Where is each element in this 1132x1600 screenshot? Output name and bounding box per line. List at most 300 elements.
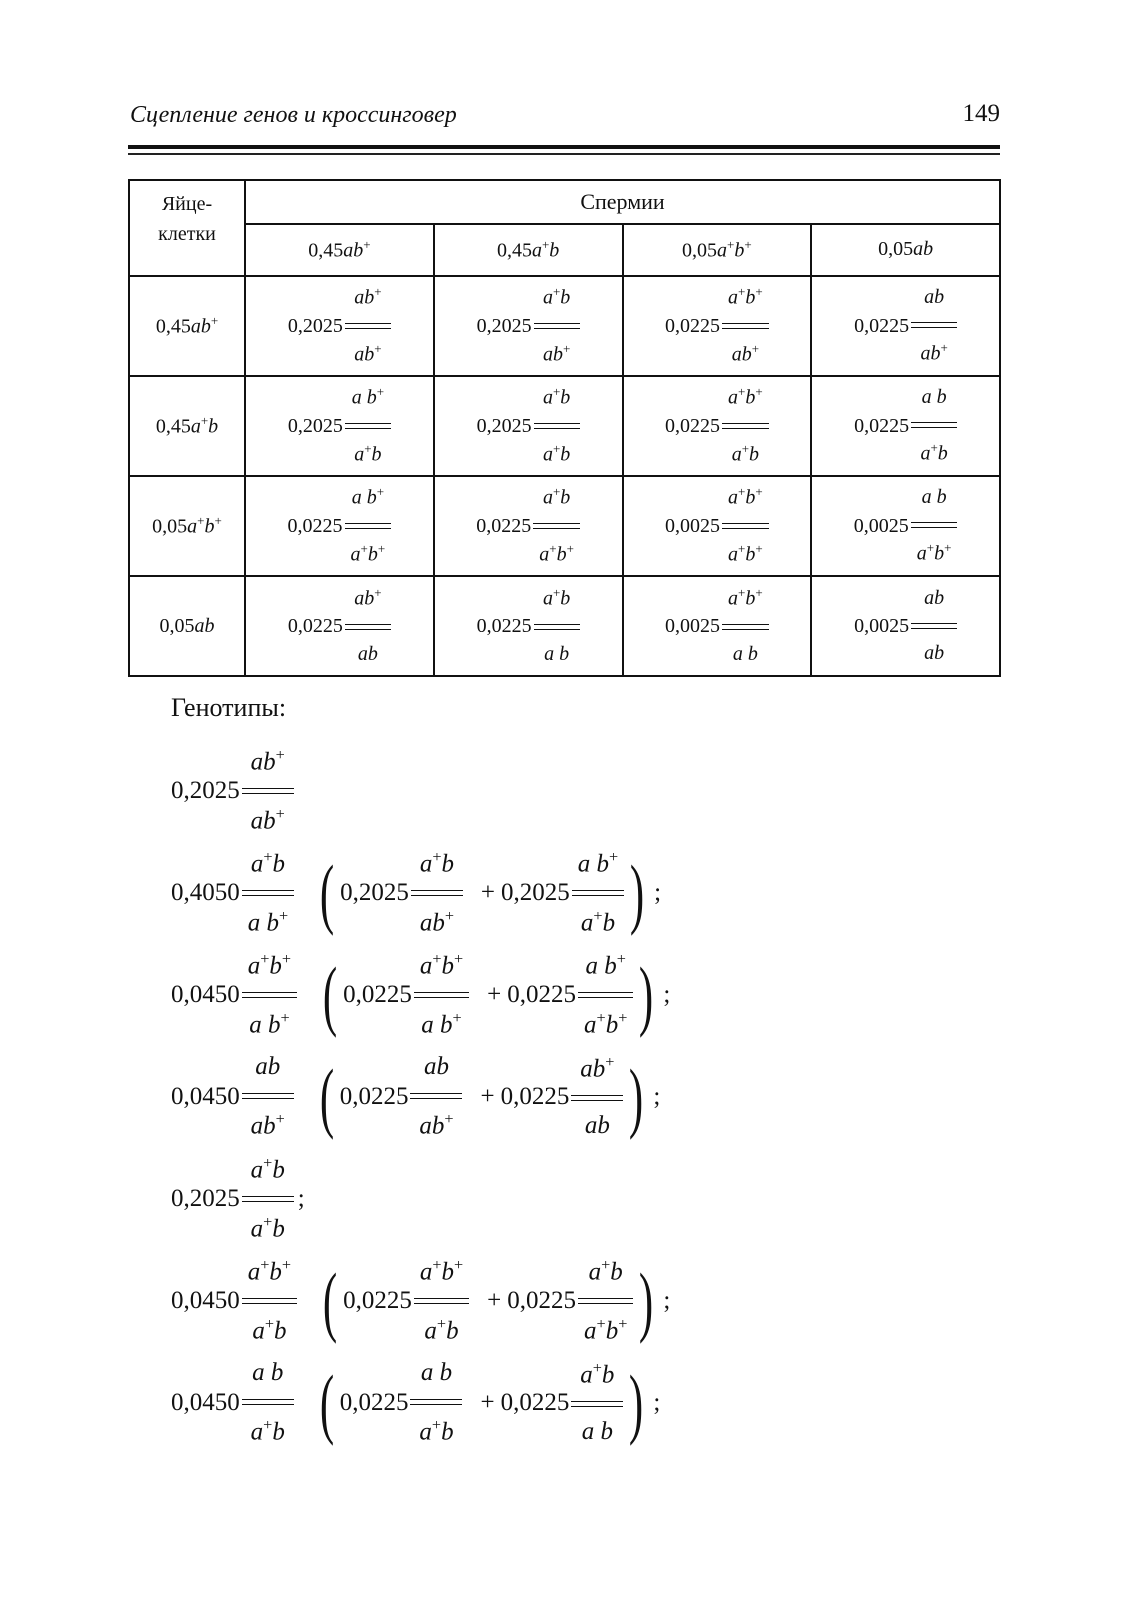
row-allele-superscript: + — [210, 313, 219, 329]
allele-letters: b — [610, 1258, 623, 1286]
punnett-row — [129, 476, 1000, 576]
genotype-line — [171, 1046, 971, 1148]
breakdown-term — [340, 1359, 463, 1447]
zygote — [665, 285, 769, 366]
numerator-genotype — [579, 950, 631, 981]
breakdown-term — [501, 1359, 624, 1447]
numerator-genotype — [722, 485, 769, 510]
zygote — [665, 385, 769, 466]
allele-letters: a — [580, 1361, 593, 1389]
column-coefficient: 0,05 — [682, 239, 718, 262]
zygote — [288, 586, 391, 666]
header-rule-thin — [128, 153, 1000, 155]
denominator-genotype — [537, 442, 576, 467]
zygote-fraction — [345, 485, 392, 566]
allele-superscript: + — [755, 585, 763, 601]
zygote-fraction — [534, 285, 580, 366]
sperm-label: Спермии — [580, 188, 665, 214]
allele-letters: b — [556, 543, 567, 566]
allele-letters: ab — [354, 287, 375, 309]
double-bar — [534, 323, 580, 329]
allele-letters: a — [252, 1317, 265, 1345]
numerator-genotype — [245, 746, 291, 777]
allele-superscript: + — [562, 341, 571, 356]
genotype — [171, 746, 294, 836]
double-bar — [242, 1196, 294, 1202]
allele-superscript: + — [376, 384, 385, 400]
denominator-genotype — [352, 643, 384, 666]
zygote — [854, 587, 957, 665]
numerator-genotype — [245, 848, 291, 879]
allele-letters: ab — [423, 1053, 449, 1081]
allele-superscript: + — [260, 949, 270, 968]
zygote-cell — [811, 476, 1000, 576]
allele-letters: b — [934, 542, 945, 565]
allele-superscript: + — [374, 284, 382, 300]
double-bar — [242, 992, 297, 998]
zygote-cell — [434, 376, 623, 476]
allele-letters: b — [560, 387, 571, 409]
zygote-fraction — [722, 285, 769, 366]
numerator-genotype — [537, 285, 576, 310]
row-allele-letters: ab — [194, 614, 215, 637]
double-bar — [722, 624, 769, 630]
genotype — [171, 1053, 294, 1141]
allele-letters: a b — [351, 387, 377, 409]
double-bar — [242, 1093, 294, 1099]
zygote-cell — [245, 576, 434, 676]
genotype — [171, 1154, 294, 1244]
breakdown-term — [501, 1053, 624, 1141]
zygote-cell — [434, 576, 623, 676]
breakdown-terms — [343, 950, 633, 1040]
denominator-genotype — [578, 1009, 633, 1040]
allele-letters: a — [419, 1418, 432, 1446]
close-paren: ) — [629, 1358, 644, 1446]
allele-letters: a — [354, 443, 365, 466]
breakdown-term-coefficient: 0,2025 — [340, 879, 409, 906]
column-coefficient: 0,45 — [308, 239, 344, 262]
allele-letters: a b — [544, 642, 570, 665]
allele-superscript: + — [549, 541, 557, 556]
allele-superscript: + — [444, 1109, 454, 1128]
allele-letters: b — [745, 487, 756, 509]
zygote-fraction — [911, 386, 957, 466]
allele-superscript: + — [552, 585, 561, 601]
double-bar — [411, 890, 463, 896]
allele-letters: a — [250, 850, 264, 878]
breakdown-term-coefficient: 0,0225 — [343, 1287, 412, 1314]
zygote — [477, 285, 580, 366]
zygote-fraction — [345, 285, 391, 366]
column-coefficient: 0,05 — [878, 238, 914, 261]
egg-row-header — [129, 376, 245, 476]
allele-letters: a — [588, 1258, 602, 1286]
allele-letters: b — [560, 487, 571, 509]
zygote-coefficient: 0,0225 — [476, 514, 532, 537]
column-allele-letters: ab — [343, 239, 364, 262]
allele-superscript: + — [279, 907, 289, 925]
allele-letters: a — [539, 543, 550, 566]
zygote-coefficient: 0,0225 — [287, 514, 343, 537]
allele-superscript: + — [592, 1359, 602, 1378]
allele-superscript: + — [926, 540, 935, 556]
numerator-genotype — [916, 486, 953, 509]
allele-superscript: + — [755, 284, 763, 300]
double-bar — [242, 1298, 297, 1304]
numerator-genotype — [537, 485, 576, 510]
allele-superscript: + — [618, 1009, 628, 1027]
denominator-genotype — [348, 442, 387, 467]
allele-letters: b — [272, 1215, 285, 1243]
double-bar — [534, 624, 580, 630]
double-bar — [410, 1093, 462, 1099]
row-allele-superscript: + — [197, 513, 205, 529]
double-bar — [242, 1399, 294, 1405]
numerator-genotype — [246, 1359, 289, 1388]
zygote-coefficient: 0,0225 — [287, 614, 343, 637]
allele-letters: a — [916, 542, 927, 565]
zygote-fraction — [345, 586, 391, 666]
allele-superscript: + — [755, 541, 763, 556]
allele-superscript: + — [738, 284, 746, 300]
genotype — [171, 950, 297, 1040]
numerator-genotype — [572, 848, 624, 879]
numerator-genotype — [574, 1053, 620, 1084]
zygote — [854, 386, 957, 466]
genotype — [171, 1359, 294, 1447]
allele-letters: ab — [731, 343, 752, 366]
allele-superscript: + — [596, 1009, 606, 1027]
zygote-coefficient: 0,0025 — [665, 514, 721, 537]
zygote-coefficient: 0,0225 — [476, 614, 532, 637]
zygote-coefficient: 0,2025 — [476, 314, 532, 337]
double-bar — [242, 890, 294, 896]
allele-superscript: + — [364, 441, 372, 456]
row-coefficient: 0,05 — [152, 515, 188, 538]
genotype-fraction — [242, 950, 297, 1040]
open-paren: ( — [319, 1052, 334, 1140]
denominator-genotype — [242, 907, 294, 938]
genotype-coefficient: 0,0450 — [171, 1287, 240, 1314]
open-paren: ( — [322, 1257, 338, 1344]
denominator-genotype — [726, 342, 765, 367]
numerator-genotype — [346, 385, 390, 410]
punnett-table — [128, 179, 1001, 677]
allele-superscript: + — [452, 1009, 462, 1027]
allele-superscript: + — [751, 341, 760, 356]
allele-letters: b — [269, 1258, 282, 1286]
genotype-coefficient: 0,0450 — [171, 1388, 240, 1416]
numerator-genotype — [722, 285, 769, 310]
allele-superscript: + — [930, 440, 938, 456]
plus-sign: + — [487, 981, 502, 1008]
breakdown-term-fraction — [572, 848, 624, 938]
allele-superscript: + — [264, 1315, 274, 1333]
column-allele-letters: a — [531, 239, 542, 262]
allele-letters: b — [745, 543, 756, 566]
allele-superscript: + — [281, 949, 292, 968]
breakdown-term-fraction — [578, 1256, 633, 1346]
breakdown-term-coefficient: 0,2025 — [501, 879, 570, 906]
double-bar — [578, 1298, 633, 1304]
allele-letters: a b — [921, 486, 947, 509]
breakdown-terms — [340, 1053, 624, 1141]
page-number: 149 — [962, 100, 1000, 127]
zygote-cell — [623, 576, 812, 676]
genotype-coefficient: 0,0450 — [171, 981, 240, 1008]
allele-letters: ab — [250, 748, 276, 776]
breakdown-term — [507, 1256, 633, 1346]
denominator-genotype — [722, 542, 769, 567]
punnett-row — [129, 276, 1000, 376]
zygote-fraction — [534, 586, 580, 666]
allele-letters: ab — [920, 342, 941, 365]
allele-letters: b — [272, 850, 286, 878]
numerator-genotype — [414, 950, 469, 981]
denominator-genotype — [579, 1112, 616, 1141]
double-bar — [911, 522, 958, 528]
sperm-column-header — [434, 224, 623, 276]
allele-letters: a — [350, 543, 361, 566]
breakdown-term-fraction — [578, 950, 633, 1040]
allele-superscript: + — [432, 847, 442, 866]
zygote-cell — [245, 376, 434, 476]
column-allele-letters: ab — [913, 238, 934, 261]
column-allele-superscript: + — [744, 236, 752, 252]
genotype — [171, 848, 294, 938]
zygote-fraction — [722, 586, 769, 666]
column-allele-superscript: + — [541, 236, 550, 252]
allele-letters: b — [749, 443, 760, 466]
genotype-line — [171, 944, 971, 1046]
breakdown-term-fraction — [410, 1359, 462, 1447]
egg-row-header — [129, 476, 245, 576]
denominator-genotype — [413, 1416, 459, 1447]
zygote-cell — [245, 476, 434, 576]
numerator-genotype — [537, 385, 576, 410]
allele-letters: a — [580, 909, 594, 937]
denominator-genotype — [245, 805, 291, 836]
breakdown-terms — [343, 1256, 633, 1346]
breakdown-term-coefficient: 0,0225 — [507, 1287, 577, 1314]
breakdown-term-fraction — [414, 950, 469, 1040]
allele-letters: b — [605, 1011, 619, 1039]
open-paren: ( — [320, 849, 335, 936]
allele-letters: b — [745, 587, 756, 610]
numerator-genotype — [346, 485, 390, 510]
sperm-column-header — [623, 224, 812, 276]
allele-letters: a — [424, 1317, 437, 1345]
genotype-coefficient: 0,2025 — [171, 777, 240, 804]
denominator-genotype — [575, 907, 621, 938]
allele-superscript: + — [374, 585, 382, 601]
denominator-genotype — [576, 1418, 619, 1447]
zygote-cell — [434, 276, 623, 376]
denominator-genotype — [914, 441, 953, 466]
zygote-fraction — [722, 385, 769, 466]
close-paren: ) — [639, 1257, 654, 1344]
allele-superscript: + — [593, 907, 603, 925]
denominator-genotype — [348, 342, 387, 367]
genotype-line — [171, 740, 971, 842]
allele-letters: ab — [419, 909, 445, 937]
allele-letters: b — [560, 587, 571, 610]
allele-letters: a — [542, 387, 553, 409]
breakdown-term-fraction — [411, 848, 463, 938]
open-paren: ( — [319, 1358, 334, 1446]
allele-letters: b — [441, 1258, 454, 1286]
column-coefficient: 0,45 — [496, 239, 532, 262]
allele-superscript: + — [432, 949, 442, 968]
allele-superscript: + — [552, 441, 561, 456]
breakdown-terms — [340, 848, 624, 938]
allele-letters: b — [272, 1156, 285, 1184]
zygote — [665, 485, 769, 566]
allele-superscript: + — [374, 341, 382, 356]
allele-letters: b — [441, 1418, 454, 1446]
zygote-coefficient: 0,2025 — [287, 414, 343, 437]
allele-letters: ab — [419, 1112, 445, 1140]
row-allele-letters: b — [208, 415, 219, 438]
allele-superscript: + — [552, 384, 561, 400]
semicolon: ; — [663, 1287, 671, 1314]
genotype-breakdown — [317, 1256, 659, 1346]
allele-superscript: + — [596, 1315, 606, 1333]
denominator-genotype — [245, 1416, 291, 1447]
allele-superscript: + — [940, 340, 948, 356]
double-bar — [345, 423, 391, 429]
genotype-line — [171, 1148, 971, 1250]
denominator-genotype — [726, 442, 765, 467]
row-allele-letters: b — [204, 515, 215, 538]
breakdown-term — [340, 1053, 463, 1141]
punnett-row — [129, 576, 1000, 676]
breakdown-term-fraction — [410, 1053, 462, 1141]
numerator-genotype — [348, 586, 387, 611]
double-bar — [534, 423, 580, 429]
genotype-list — [171, 740, 971, 1454]
semicolon: ; — [654, 879, 662, 906]
zygote-coefficient: 0,0025 — [665, 614, 721, 637]
allele-letters: b — [446, 1317, 459, 1345]
zygote-coefficient: 0,0025 — [853, 514, 909, 537]
numerator-genotype — [242, 1256, 297, 1287]
zygote-fraction — [533, 485, 580, 566]
allele-superscript: + — [263, 1213, 273, 1231]
allele-letters: a b — [252, 1359, 284, 1387]
allele-letters: a — [542, 587, 553, 610]
allele-letters: b — [745, 387, 756, 409]
breakdown-term — [501, 848, 624, 938]
allele-letters: a — [250, 1215, 264, 1243]
double-bar — [345, 523, 392, 529]
column-allele-superscript: + — [363, 236, 371, 252]
allele-letters: a b — [249, 1011, 281, 1039]
plus-sign: + — [480, 879, 496, 906]
breakdown-term-fraction — [571, 1053, 623, 1141]
double-bar — [571, 1401, 623, 1407]
double-bar — [578, 992, 633, 998]
allele-letters: a b — [585, 952, 617, 980]
allele-superscript: + — [738, 585, 746, 601]
double-bar — [911, 623, 957, 629]
zygote-coefficient: 0,0225 — [854, 414, 910, 437]
allele-letters: b — [371, 443, 382, 466]
semicolon: ; — [653, 1389, 661, 1416]
allele-superscript: + — [454, 949, 464, 968]
allele-letters: ab — [580, 1055, 606, 1083]
genotype-line — [171, 1352, 971, 1454]
plus-sign: + — [480, 1388, 495, 1416]
genotypes-heading: Генотипы: — [171, 693, 287, 722]
denominator-genotype — [245, 1213, 291, 1244]
denominator-genotype — [246, 1315, 292, 1346]
denominator-genotype — [533, 542, 580, 567]
column-allele-letters: b — [734, 239, 745, 262]
allele-letters: a b — [420, 1359, 453, 1387]
allele-superscript: + — [566, 541, 574, 556]
double-bar — [414, 992, 469, 998]
allele-superscript: + — [376, 484, 385, 500]
genotype-line — [171, 1250, 971, 1352]
allele-superscript: + — [263, 1415, 273, 1434]
denominator-genotype — [578, 1315, 633, 1346]
allele-letters: ab — [357, 642, 378, 665]
allele-letters: a — [728, 387, 739, 409]
allele-superscript: + — [263, 1153, 273, 1172]
genotype-coefficient: 0,2025 — [171, 1185, 240, 1212]
allele-superscript: + — [260, 1255, 270, 1274]
denominator-genotype — [538, 643, 575, 666]
semicolon: ; — [297, 1185, 305, 1212]
double-bar — [722, 323, 769, 329]
allele-letters: b — [745, 287, 756, 309]
numerator-genotype — [348, 285, 387, 310]
zygote — [288, 385, 391, 466]
close-paren: ) — [630, 849, 645, 936]
breakdown-term-coefficient: 0,0225 — [339, 1388, 409, 1416]
numerator-genotype — [916, 386, 953, 409]
allele-superscript: + — [616, 949, 626, 968]
allele-superscript: + — [280, 1009, 290, 1027]
allele-letters: a — [542, 443, 553, 466]
allele-letters: a — [247, 952, 261, 980]
breakdown-term — [343, 950, 469, 1040]
allele-superscript: + — [444, 907, 454, 925]
allele-superscript: + — [738, 384, 746, 400]
double-bar — [571, 1095, 623, 1101]
allele-letters: a b — [247, 909, 279, 937]
zygote — [476, 485, 580, 566]
breakdown-term-coefficient: 0,0225 — [500, 1388, 570, 1416]
zygote-cell — [623, 276, 812, 376]
allele-letters: b — [367, 543, 378, 566]
allele-letters: ab — [250, 1112, 276, 1140]
allele-letters: ab — [250, 807, 276, 835]
numerator-genotype — [722, 586, 769, 611]
breakdown-term-coefficient: 0,0225 — [507, 981, 577, 1008]
zygote-coefficient: 0,0025 — [854, 614, 910, 637]
numerator-genotype — [722, 385, 769, 410]
row-coefficient: 0,05 — [159, 614, 195, 637]
allele-letters: a — [728, 287, 739, 309]
egg-row-header — [129, 576, 245, 676]
breakdown-term-coefficient: 0,0225 — [343, 981, 412, 1008]
numerator-genotype — [918, 587, 950, 610]
allele-letters: ab — [924, 642, 945, 664]
allele-letters: a — [419, 1258, 433, 1286]
